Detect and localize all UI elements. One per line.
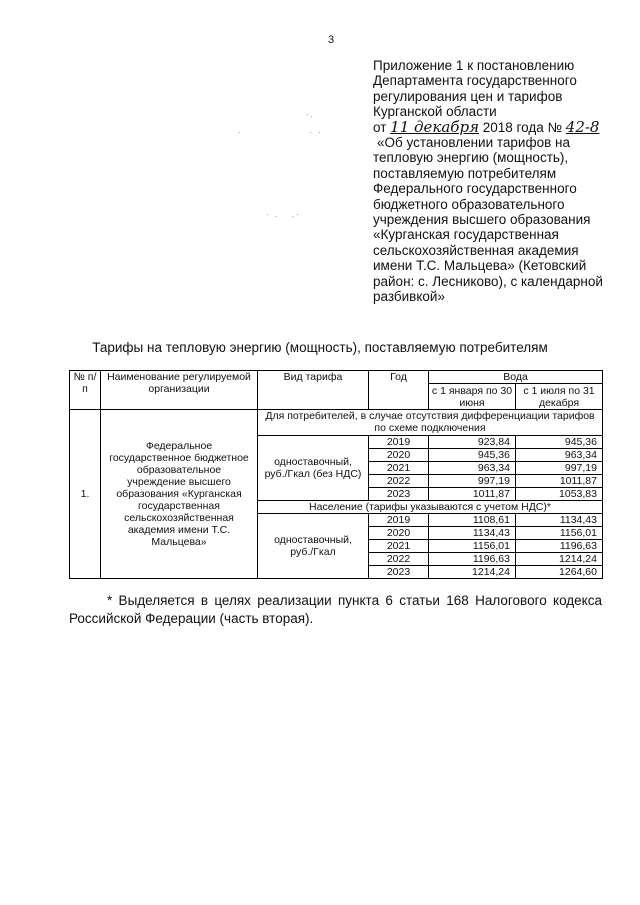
tariff-value: 945,36 xyxy=(516,436,603,449)
year-cell: 2022 xyxy=(369,475,429,488)
header-organization: Наименование регулируемой организации xyxy=(101,371,258,410)
subject-line: разбивкой» xyxy=(373,289,445,305)
tariff-value: 1214,24 xyxy=(429,566,516,579)
year-cell: 2019 xyxy=(369,514,429,527)
subject-line: «Об установлении тарифов на xyxy=(377,135,570,151)
appendix-block xyxy=(373,58,613,305)
tariff-value: 963,34 xyxy=(516,449,603,462)
year-cell: 2021 xyxy=(369,462,429,475)
header-period-2: с 1 июля по 31 декабря xyxy=(516,384,603,410)
tariff-value: 1011,87 xyxy=(429,488,516,501)
tariff-value: 1196,63 xyxy=(516,540,603,553)
tariff-type: одноставочный, руб./Гкал xyxy=(258,514,369,579)
year-cell: 2023 xyxy=(369,566,429,579)
handwritten-number: 42-8 xyxy=(565,117,600,136)
row-number: 1. xyxy=(70,410,101,579)
tariff-value: 997,19 xyxy=(516,462,603,475)
year-cell: 2021 xyxy=(369,540,429,553)
year-text: 2018 года № xyxy=(482,119,563,135)
subject-line: поставляемую потребителям xyxy=(373,165,557,181)
tariff-value: 1196,63 xyxy=(429,553,516,566)
table-title: Тарифы на тепловую энергию (мощность), поставляемую потребителям xyxy=(92,340,548,355)
subject-line: «Курганская государственная xyxy=(373,227,559,243)
year-cell: 2019 xyxy=(369,436,429,449)
header-period-1: с 1 января по 30 июня xyxy=(429,384,516,410)
footnote: * Выделяется в целях реализации пункта 6 статьи 168 Налогового кодекса Российской Федерации (часть вторая). xyxy=(69,593,602,626)
tariff-value: 1053,83 xyxy=(516,488,603,501)
tariff-value: 997,19 xyxy=(429,475,516,488)
appendix-date-line xyxy=(373,117,613,136)
subject-line: имени Т.С. Мальцева» (Кетовский xyxy=(373,258,587,274)
handwritten-date: 11 декабря xyxy=(390,117,479,136)
tariff-value: 1156,01 xyxy=(516,527,603,540)
date-prefix: от xyxy=(373,119,387,135)
subject-line: район: с. Лесниково), с календарной xyxy=(373,273,603,289)
subject-line: Федерального государственного xyxy=(373,181,577,197)
tariff-type: одноставочный, руб./Гкал (без НДС) xyxy=(258,436,369,501)
header-water: Вода xyxy=(429,371,603,384)
subject-line: сельскохозяйственная академия xyxy=(373,242,579,258)
section-title: Для потребителей, в случае отсутствия дифференциации тарифов по схеме подключения xyxy=(258,410,603,436)
section-title: Население (тарифы указываются с учетом НДС)* xyxy=(258,501,603,514)
subject-line: тепловую энергию (мощность), xyxy=(373,150,569,166)
year-cell: 2023 xyxy=(369,488,429,501)
year-cell: 2022 xyxy=(369,553,429,566)
page-number: 3 xyxy=(328,34,335,46)
subject-line: учреждения высшего образования xyxy=(373,212,591,228)
header-tariff-type: Вид тарифа xyxy=(258,371,369,410)
tariff-value: 1134,43 xyxy=(516,514,603,527)
organization-name: Федеральное государственное бюджетное образовательное учреждение высшего образования «Курганская государственная сельскохозяйственная академия имени Т.С. Мальцева» xyxy=(101,410,258,579)
tariff-value: 1134,43 xyxy=(429,527,516,540)
tariff-value: 1108,61 xyxy=(429,514,516,527)
tariff-value: 1156,01 xyxy=(429,540,516,553)
year-cell: 2020 xyxy=(369,527,429,540)
tariff-value: 1264,60 xyxy=(516,566,603,579)
appendix-line: Приложение 1 к постановлению xyxy=(373,58,575,73)
tariff-table xyxy=(69,370,603,579)
scan-specks: · . .· xyxy=(266,210,301,219)
scan-specks: . . . xyxy=(238,126,323,135)
appendix-line: Курганской области xyxy=(373,104,497,120)
tariff-value: 945,36 xyxy=(429,449,516,462)
scan-specks: ·. xyxy=(306,110,315,119)
appendix-line: регулирования цен и тарифов xyxy=(373,88,563,104)
tariff-value: 1214,24 xyxy=(516,553,603,566)
appendix-line: Департамента государственного xyxy=(373,73,577,89)
header-year: Год xyxy=(369,371,429,410)
header-number: № п/п xyxy=(70,371,101,410)
tariff-value: 1011,87 xyxy=(516,475,603,488)
subject-line: бюджетного образовательного xyxy=(373,196,565,212)
tariff-value: 923,84 xyxy=(429,436,516,449)
year-cell: 2020 xyxy=(369,449,429,462)
tariff-value: 963,34 xyxy=(429,462,516,475)
